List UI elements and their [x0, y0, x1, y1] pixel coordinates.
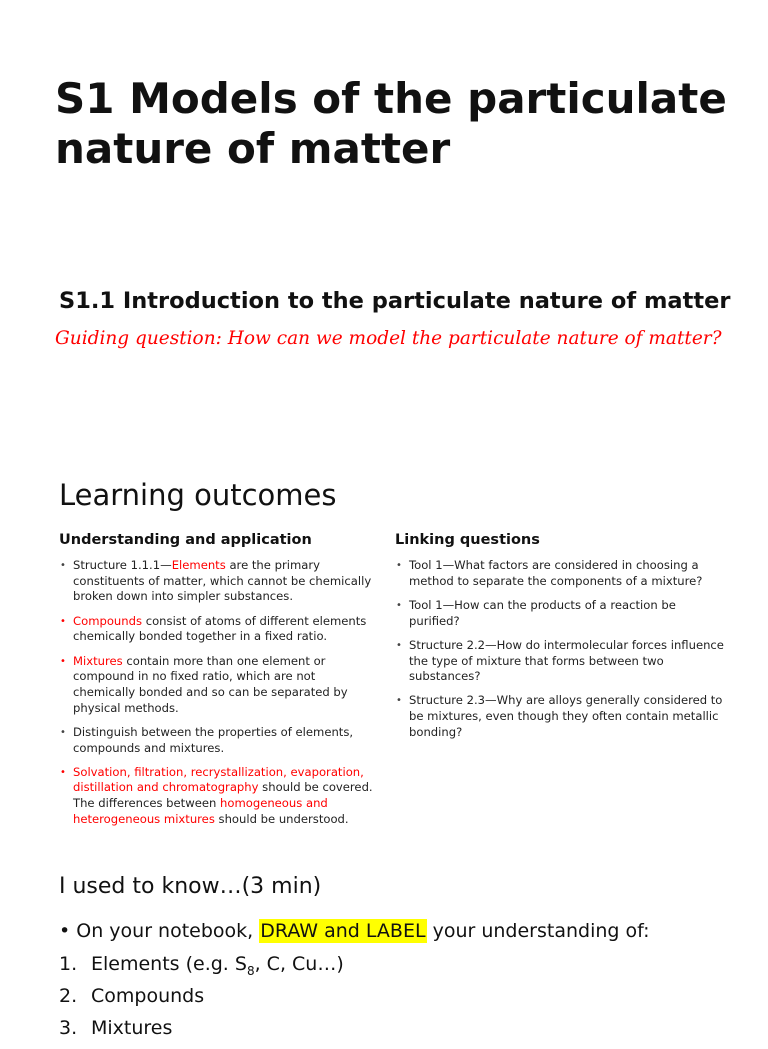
- list-item: • Structure 2.3—Why are alloys generally considered to be mixtures, even though they often contain metallic bonding?: [395, 693, 725, 740]
- title-line-2: nature of matter: [55, 124, 451, 173]
- list-item: • Tool 1—What factors are considered in choosing a method to separate the components of a mixture?: [395, 558, 725, 589]
- linking-list: [395, 558, 725, 741]
- notebook-instruction: • On your notebook, DRAW and LABEL your understanding of:: [59, 920, 650, 942]
- bullet-glyph: •: [59, 920, 71, 942]
- list-item: • Structure 2.2—How do intermolecular forces influence the type of mixture that forms between two substances?: [395, 638, 725, 685]
- understanding-column: [59, 532, 379, 836]
- list-item-compounds: 2. Compounds: [59, 985, 205, 1007]
- title-line-1: S1 Models of the particulate: [55, 74, 727, 123]
- list-item: • Mixtures contain more than one element or compound in no fixed ratio, which are not chemically bonded and so can be separated by physical methods.: [59, 654, 379, 717]
- draw-and-label-highlight: DRAW and LABEL: [260, 920, 426, 942]
- list-item: • Solvation, filtration, recrystallization, evaporation, distillation and chromatography should be covered. The differences between homogeneous and heterogeneous mixtures should be understood.: [59, 765, 379, 828]
- list-item: • Structure 1.1.1—Elements are the primary constituents of matter, which cannot be chemically broken down into simpler substances.: [59, 558, 379, 605]
- linking-column: [395, 532, 725, 749]
- list-item: • Distinguish between the properties of elements, compounds and mixtures.: [59, 725, 379, 756]
- understanding-heading: Understanding and application: [59, 532, 312, 548]
- guiding-question: Guiding question: How can we model the particulate nature of matter?: [55, 328, 722, 349]
- list-item-elements: 1. Elements (e.g. $S_8$, C, Cu…): [59, 953, 344, 978]
- used-to-know-heading: I used to know…(3 min): [59, 874, 322, 899]
- numbered-list: [59, 953, 344, 1049]
- list-item: • Compounds consist of atoms of different elements chemically bonded together in a fixed ratio.: [59, 614, 379, 645]
- section-subtitle: S1.1 Introduction to the particulate nature of matter: [59, 288, 731, 314]
- page-title: [55, 74, 755, 174]
- list-item-mixtures: 3. Mixtures: [59, 1017, 173, 1039]
- learning-outcomes-heading: Learning outcomes: [59, 478, 337, 512]
- understanding-list: [59, 558, 379, 828]
- list-item: • Tool 1—How can the products of a reaction be purified?: [395, 598, 725, 629]
- linking-heading: Linking questions: [395, 532, 540, 548]
